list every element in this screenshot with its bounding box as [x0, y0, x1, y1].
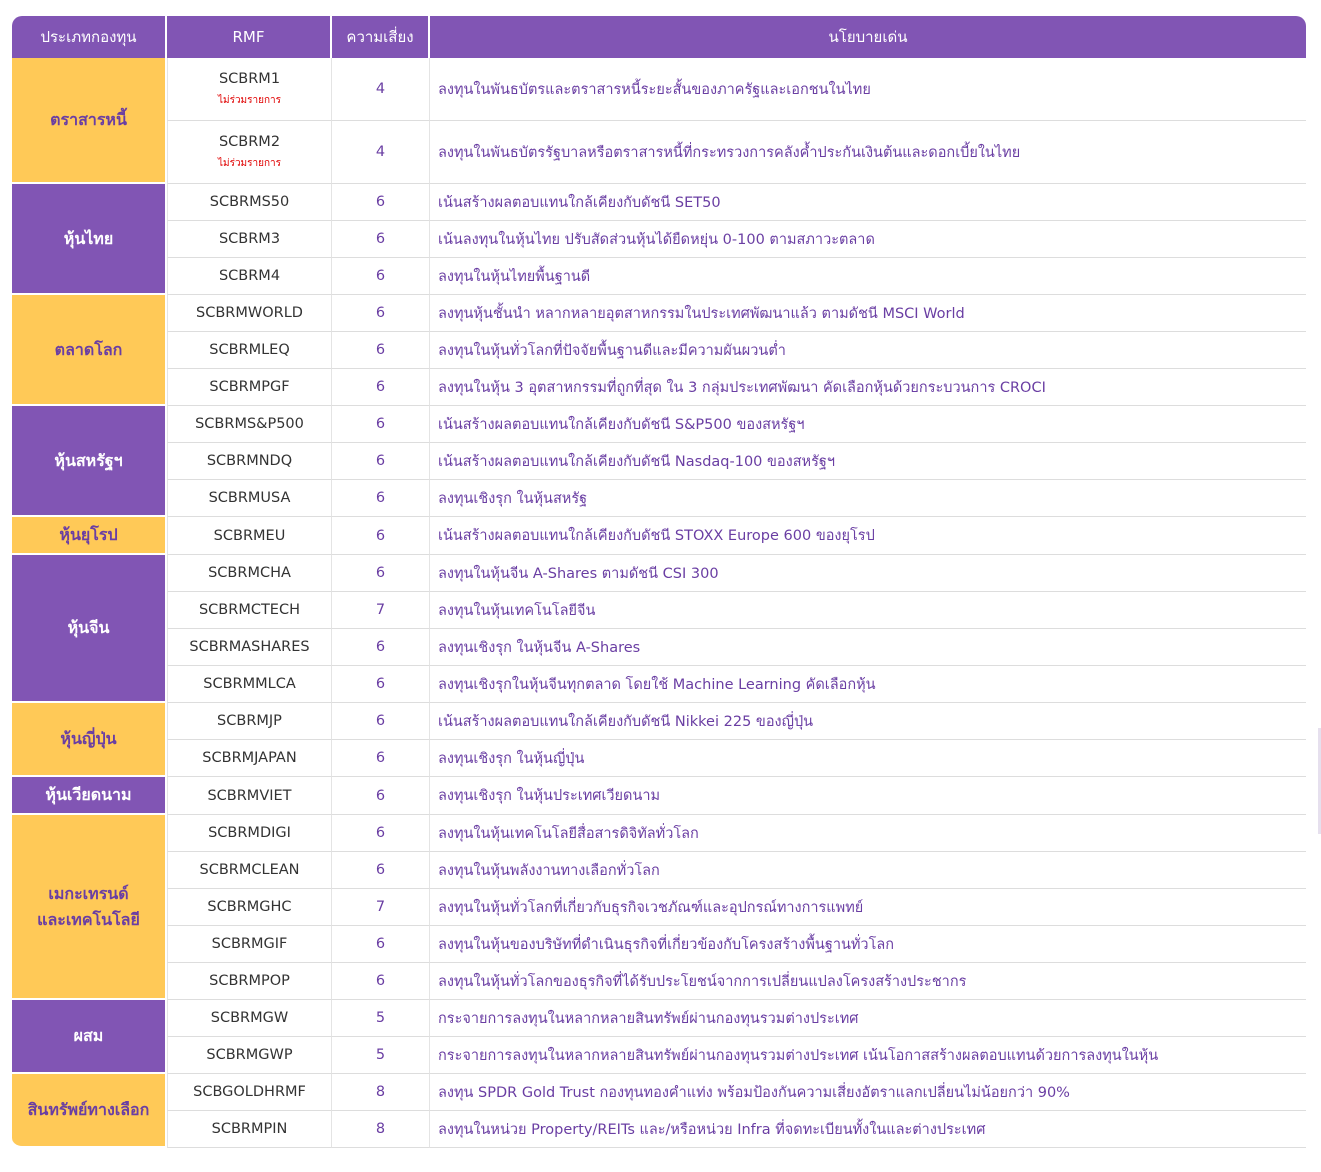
header-fund-type: ประเภทกองทุน — [12, 16, 167, 58]
table-row — [12, 889, 1306, 926]
policy-cell: ลงทุนในหุ้นทั่วโลกของธุรกิจที่ได้รับประโยชน์จากการเปลี่ยนแปลงโครงสร้างประชากร — [430, 963, 1306, 1000]
category-cell: สินทรัพย์ทางเลือก — [12, 1074, 167, 1148]
fund-code: SCBRMGHC — [207, 899, 292, 915]
table-row — [12, 1037, 1306, 1074]
fund-code-cell — [167, 295, 332, 332]
fund-code: SCBRMNDQ — [206, 453, 293, 469]
risk-level-cell: 6 — [332, 926, 430, 963]
category-cell: เมกะเทรนด์ และเทคโนโลยี — [12, 815, 167, 1000]
table-row — [12, 777, 1306, 815]
fund-code: SCBRM1 — [218, 71, 281, 87]
risk-level-cell: 6 — [332, 517, 430, 555]
policy-cell: เน้นลงทุนในหุ้นไทย ปรับสัดส่วนหุ้นได้ยืดหยุ่น 0-100 ตามสภาวะตลาด — [430, 221, 1306, 258]
fund-code-cell — [167, 963, 332, 1000]
table-row — [12, 592, 1306, 629]
fund-code: SCBRMGWP — [206, 1047, 293, 1063]
policy-cell: ลงทุน SPDR Gold Trust กองทุนทองคำแท่ง พร้อมป้องกันความเสี่ยงอัตราแลกเปลี่ยนไม่น้อยกว่า 90% — [430, 1074, 1306, 1111]
fund-table-container — [12, 16, 1306, 1148]
table-body — [12, 58, 1306, 1148]
table-row — [12, 1074, 1306, 1111]
category-cell: หุ้นเวียดนาม — [12, 777, 167, 815]
risk-level-cell: 6 — [332, 777, 430, 815]
header-rmf: RMF — [167, 16, 332, 58]
risk-level-cell: 4 — [332, 121, 430, 184]
risk-level-cell: 6 — [332, 443, 430, 480]
table-row — [12, 815, 1306, 852]
risk-level-cell: 6 — [332, 815, 430, 852]
fund-code-cell — [167, 184, 332, 221]
fund-code-cell — [167, 815, 332, 852]
fund-code: SCBRM4 — [218, 268, 281, 284]
policy-cell: ลงทุนในหน่วย Property/REITs และ/หรือหน่วย Infra ที่จดทะเบียนทั้งในและต่างประเทศ — [430, 1111, 1306, 1148]
risk-level-cell: 7 — [332, 592, 430, 629]
rmf-fund-table — [12, 16, 1306, 1148]
fund-code-cell — [167, 258, 332, 295]
fund-code-cell — [167, 221, 332, 258]
policy-cell: เน้นสร้างผลตอบแทนใกล้เคียงกับดัชนี Nasdaq-100 ของสหรัฐฯ — [430, 443, 1306, 480]
fund-code-cell — [167, 58, 332, 121]
table-row — [12, 369, 1306, 406]
fund-code: SCBRMLEQ — [209, 342, 290, 358]
fund-code: SCBRMDIGI — [208, 825, 291, 841]
fund-code-cell — [167, 740, 332, 777]
category-cell: ตลาดโลก — [12, 295, 167, 406]
table-row — [12, 184, 1306, 221]
fund-code-cell — [167, 406, 332, 443]
risk-level-cell: 5 — [332, 1000, 430, 1037]
table-row — [12, 666, 1306, 703]
fund-code: SCBRMCTECH — [198, 602, 301, 618]
category-cell: ตราสารหนี้ — [12, 58, 167, 184]
fund-code: SCBRMS&P500 — [195, 416, 304, 432]
risk-level-cell: 6 — [332, 295, 430, 332]
fund-code: SCBRM3 — [218, 231, 281, 247]
table-row — [12, 517, 1306, 555]
fund-code-cell — [167, 332, 332, 369]
risk-level-cell: 6 — [332, 703, 430, 740]
fund-code: SCBRMCLEAN — [199, 862, 300, 878]
table-row — [12, 1111, 1306, 1148]
table-row — [12, 332, 1306, 369]
fund-code: SCBRMJAPAN — [202, 750, 297, 766]
category-cell: หุ้นไทย — [12, 184, 167, 295]
table-row — [12, 852, 1306, 889]
fund-code-cell — [167, 1111, 332, 1148]
category-cell: หุ้นสหรัฐฯ — [12, 406, 167, 517]
fund-code: SCBRMJP — [217, 713, 282, 729]
fund-code: SCBRMUSA — [208, 490, 291, 506]
risk-level-cell: 6 — [332, 963, 430, 1000]
policy-cell: ลงทุนในหุ้น 3 อุตสาหกรรมที่ถูกที่สุด ใน 3 กลุ่มประเทศพัฒนา คัดเลือกหุ้นด้วยกระบวนการ CROCI — [430, 369, 1306, 406]
fund-code-cell — [167, 926, 332, 963]
risk-level-cell: 6 — [332, 258, 430, 295]
risk-level-cell: 6 — [332, 221, 430, 258]
policy-cell: ลงทุนเชิงรุกในหุ้นจีนทุกตลาด โดยใช้ Machine Learning คัดเลือกหุ้น — [430, 666, 1306, 703]
fund-code: SCBRMPIN — [211, 1121, 288, 1137]
policy-cell: ลงทุนเชิงรุก ในหุ้นญี่ปุ่น — [430, 740, 1306, 777]
fund-code: SCBRMASHARES — [189, 639, 310, 655]
table-row — [12, 703, 1306, 740]
table-row — [12, 740, 1306, 777]
risk-level-cell: 4 — [332, 58, 430, 121]
policy-cell: เน้นสร้างผลตอบแทนใกล้เคียงกับดัชนี STOXX Europe 600 ของยุโรป — [430, 517, 1306, 555]
table-row — [12, 295, 1306, 332]
risk-level-cell: 8 — [332, 1111, 430, 1148]
policy-cell: ลงทุนในพันธบัตรรัฐบาลหรือตราสารหนี้ที่กระทรวงการคลังค้ำประกันเงินต้นและดอกเบี้ยในไทย — [430, 121, 1306, 184]
header-policy: นโยบายเด่น — [430, 16, 1306, 58]
risk-level-cell: 8 — [332, 1074, 430, 1111]
fund-code: SCBRMVIET — [207, 787, 292, 804]
fund-code: SCBRMS50 — [209, 194, 290, 210]
risk-level-cell: 5 — [332, 1037, 430, 1074]
policy-cell: ลงทุนเชิงรุก ในหุ้นประเทศเวียดนาม — [430, 777, 1306, 815]
fund-code: SCBGOLDHRMF — [193, 1084, 306, 1100]
table-row — [12, 406, 1306, 443]
fund-code-cell — [167, 443, 332, 480]
policy-cell: กระจายการลงทุนในหลากหลายสินทรัพย์ผ่านกองทุนรวมต่างประเทศ เน้นโอกาสสร้างผลตอบแทนด้วยการลงทุนในหุ้น — [430, 1037, 1306, 1074]
risk-level-cell: 6 — [332, 480, 430, 517]
policy-cell: เน้นสร้างผลตอบแทนใกล้เคียงกับดัชนี SET50 — [430, 184, 1306, 221]
policy-cell: ลงทุนเชิงรุก ในหุ้นสหรัฐ — [430, 480, 1306, 517]
category-cell: ผสม — [12, 1000, 167, 1074]
table-row — [12, 443, 1306, 480]
fund-code-cell — [167, 703, 332, 740]
policy-cell: เน้นสร้างผลตอบแทนใกล้เคียงกับดัชนี S&P500 ของสหรัฐฯ — [430, 406, 1306, 443]
fund-code: SCBRMMLCA — [203, 676, 296, 692]
risk-level-cell: 7 — [332, 889, 430, 926]
category-cell: หุ้นจีน — [12, 555, 167, 703]
risk-level-cell: 6 — [332, 332, 430, 369]
category-cell: หุ้นยุโรป — [12, 517, 167, 555]
fund-code: SCBRMGW — [210, 1010, 289, 1026]
policy-cell: ลงทุนเชิงรุก ในหุ้นจีน A-Shares — [430, 629, 1306, 666]
risk-level-cell: 6 — [332, 184, 430, 221]
fund-code-cell — [167, 517, 332, 555]
policy-cell: กระจายการลงทุนในหลากหลายสินทรัพย์ผ่านกองทุนรวมต่างประเทศ — [430, 1000, 1306, 1037]
fund-code-cell — [167, 852, 332, 889]
policy-cell: เน้นสร้างผลตอบแทนใกล้เคียงกับดัชนี Nikkei 225 ของญี่ปุ่น — [430, 703, 1306, 740]
fund-code-cell — [167, 369, 332, 406]
table-row — [12, 926, 1306, 963]
policy-cell: ลงทุนในหุ้นทั่วโลกที่เกี่ยวกับธุรกิจเวชภัณฑ์และอุปกรณ์ทางการแพทย์ — [430, 889, 1306, 926]
fund-code-cell — [167, 480, 332, 517]
fund-code-cell — [167, 1074, 332, 1111]
table-row — [12, 58, 1306, 121]
risk-level-cell: 6 — [332, 666, 430, 703]
policy-cell: ลงทุนในหุ้นทั่วโลกที่ปัจจัยพื้นฐานดีและมีความผันผวนต่ำ — [430, 332, 1306, 369]
fund-code-cell — [167, 592, 332, 629]
fund-code: SCBRMWORLD — [196, 305, 303, 321]
table-row — [12, 963, 1306, 1000]
category-cell: หุ้นญี่ปุ่น — [12, 703, 167, 777]
fund-code: SCBRMEU — [213, 527, 286, 544]
table-row — [12, 121, 1306, 184]
fund-code-cell — [167, 889, 332, 926]
policy-cell: ลงทุนในหุ้นเทคโนโลยีจีน — [430, 592, 1306, 629]
fund-code: SCBRMPGF — [209, 379, 290, 395]
table-row — [12, 221, 1306, 258]
fund-code: SCBRMGIF — [211, 936, 288, 952]
table-row — [12, 1000, 1306, 1037]
fund-code-cell — [167, 121, 332, 184]
fund-code-cell — [167, 555, 332, 592]
risk-level-cell: 6 — [332, 629, 430, 666]
header-risk: ความเสี่ยง — [332, 16, 430, 58]
risk-level-cell: 6 — [332, 555, 430, 592]
fund-code-cell — [167, 1000, 332, 1037]
policy-cell: ลงทุนหุ้นชั้นนำ หลากหลายอุตสาหกรรมในประเทศพัฒนาแล้ว ตามดัชนี MSCI World — [430, 295, 1306, 332]
policy-cell: ลงทุนในหุ้นไทยพื้นฐานดี — [430, 258, 1306, 295]
table-row — [12, 555, 1306, 592]
risk-level-cell: 6 — [332, 406, 430, 443]
fund-code-cell — [167, 629, 332, 666]
table-header-row — [12, 16, 1306, 58]
fund-code: SCBRMCHA — [208, 565, 291, 581]
fund-note: ไม่ร่วมรายการ — [217, 95, 282, 106]
risk-level-cell: 6 — [332, 369, 430, 406]
risk-level-cell: 6 — [332, 852, 430, 889]
table-row — [12, 480, 1306, 517]
table-row — [12, 629, 1306, 666]
risk-level-cell: 6 — [332, 740, 430, 777]
policy-cell: ลงทุนในพันธบัตรและตราสารหนี้ระยะสั้นของภาครัฐและเอกชนในไทย — [430, 58, 1306, 121]
fund-code: SCBRM2 — [218, 134, 281, 150]
fund-code: SCBRMPOP — [209, 973, 290, 989]
fund-code-cell — [167, 1037, 332, 1074]
policy-cell: ลงทุนในหุ้นพลังงานทางเลือกทั่วโลก — [430, 852, 1306, 889]
fund-note: ไม่ร่วมรายการ — [217, 158, 282, 169]
policy-cell: ลงทุนในหุ้นเทคโนโลยีสื่อสารดิจิทัลทั่วโลก — [430, 815, 1306, 852]
policy-cell: ลงทุนในหุ้นจีน A-Shares ตามดัชนี CSI 300 — [430, 555, 1306, 592]
table-row — [12, 258, 1306, 295]
fund-code-cell — [167, 666, 332, 703]
policy-cell: ลงทุนในหุ้นของบริษัทที่ดำเนินธุรกิจที่เกี่ยวข้องกับโครงสร้างพื้นฐานทั่วโลก — [430, 926, 1306, 963]
fund-code-cell — [167, 777, 332, 815]
